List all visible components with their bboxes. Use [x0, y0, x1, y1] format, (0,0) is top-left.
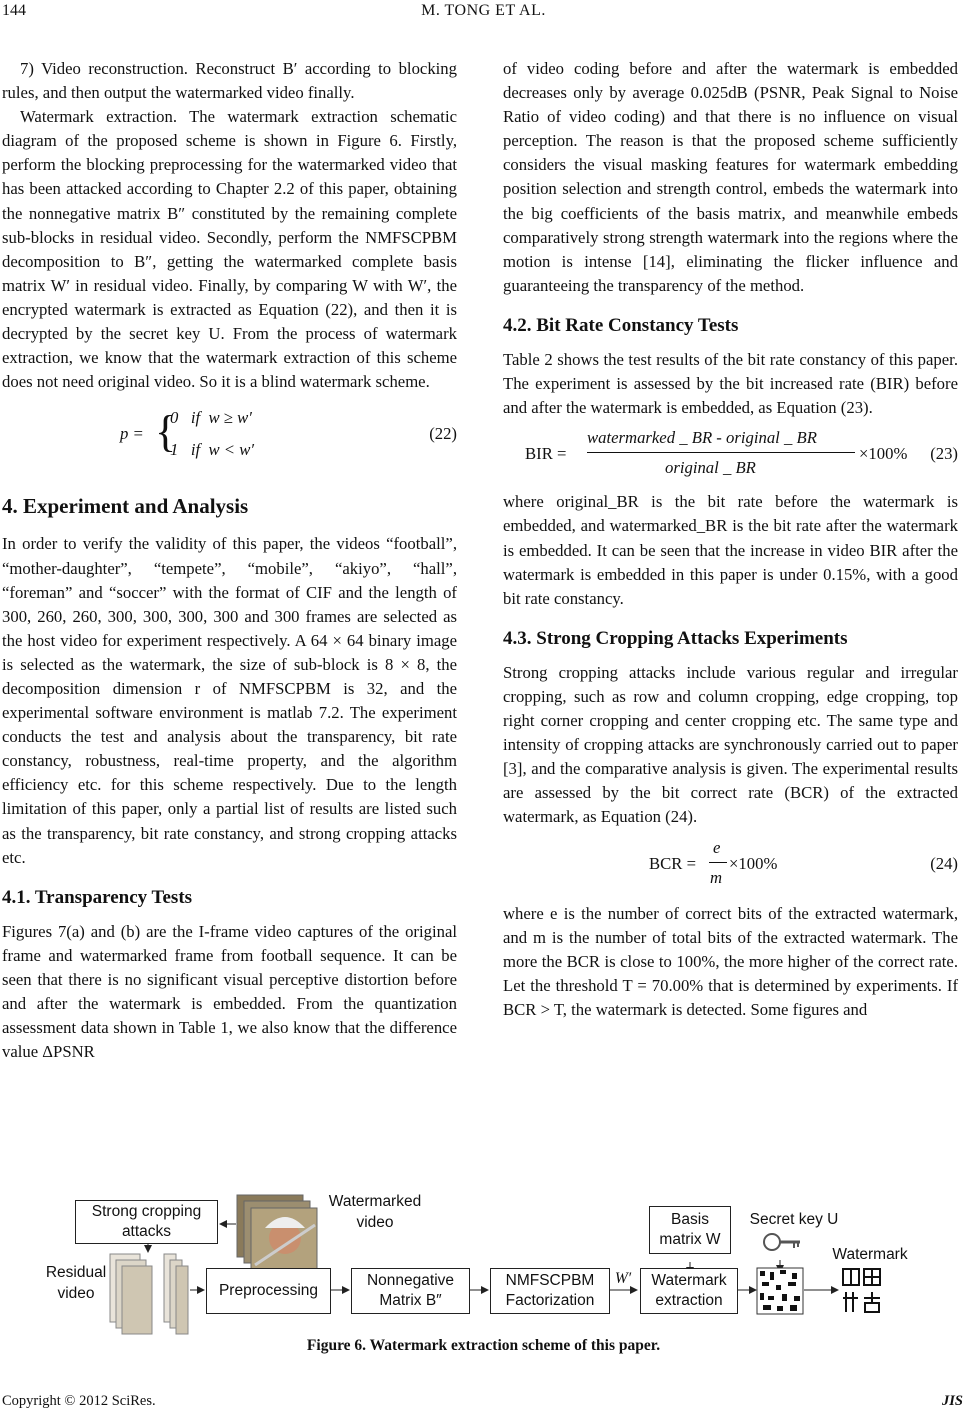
eq23-fraction-line	[587, 452, 855, 453]
paragraph-cropping: Strong cropping attacks include various regular and irregular cropping, such as row and column cropping, edge cropping, top right corner cropping and center cropping etc. The same type and intensity of cropping attacks are synchronously carried out to paper [3], and the comparative analysis is given. The experimental results are assessed by the bit correct rate (BCR) of the extracted watermark, as Equation (24).	[503, 662, 958, 827]
eq23-number: (23)	[930, 444, 958, 464]
basis-matrix-box	[649, 1206, 731, 1254]
right-column	[503, 57, 958, 1022]
eq23-lhs: BIR =	[525, 444, 567, 464]
basis-matrix-label: Basis matrix W	[659, 1211, 721, 1248]
nonnegative-matrix-box	[351, 1268, 470, 1314]
section-heading-4-3: 4.3. Strong Cropping Attacks Experiments	[503, 627, 848, 649]
equation-22	[2, 400, 457, 472]
eq23-numerator: watermarked _ BR - original _ BR	[587, 428, 817, 448]
left-column	[2, 57, 457, 1064]
eq24-factor: ×100%	[729, 853, 778, 873]
running-authors: M. TONG ET AL.	[421, 2, 546, 19]
nonnegative-matrix-label: Nonnegative Matrix B″	[366, 1272, 455, 1309]
equation-24	[503, 836, 958, 902]
watermarked-video-frames	[237, 1195, 317, 1270]
figure-6-caption: Figure 6. Watermark extraction scheme of this paper.	[306, 1337, 661, 1354]
residual-video-label: Residual video	[45, 1264, 107, 1302]
running-header	[0, 2, 967, 24]
eq23-denominator: original _ BR	[665, 458, 756, 478]
watermarked-video-label: Watermarked video	[328, 1193, 422, 1231]
eq22-case1: 0 if w ≥ w′	[170, 408, 252, 428]
eq22-case2: 1 if w < w′	[170, 440, 254, 460]
section-heading-4-1: 4.1. Transparency Tests	[2, 886, 193, 908]
eq24-lhs: BCR =	[649, 853, 696, 873]
figure-6-arrows	[0, 1010, 967, 1340]
secret-key-label: Secret key U	[749, 1211, 839, 1228]
key-icon	[764, 1234, 800, 1250]
eq24-number: (24)	[930, 853, 958, 873]
paragraph-bcr-definition: where e is the number of correct bits of the extracted watermark, and m is the number of total bits of the extracted watermark. The more the BCR is close to 100%, the more higher of the correct rate. Let the threshold T = 70.00% that is determined by experiments. If BCR > T, the watermark is detected. Some figures and	[503, 903, 958, 1019]
decrypted-watermark-image	[843, 1269, 880, 1312]
paragraph-watermark-extraction: Watermark extraction. The watermark extraction schematic diagram of the proposed scheme is shown in Figure 6. Firstly, perform the blocking preprocessing for the watermarked video that has been attacked according to Chapter 2.2 of this paper, obtaining the nonnegative matrix B″ constituted by the remaining complete sub-blocks in residual video. Secondly, perform the NMFSCPBM decomposition to B″, getting the watermarked complete basis matrix W′ in residual video. Finally, by comparing W with W′, the encrypted watermark is extracted as Equation (22), and then it is decrypted by the secret key U. From the process of watermark extraction, we know that the watermark extraction of this scheme does not need original video. So it is a blind watermark scheme.	[2, 107, 457, 392]
eq23-factor: ×100%	[859, 444, 908, 464]
copyright-text: Copyright © 2012 SciRes.	[2, 1393, 156, 1409]
eq22-brace: {	[155, 407, 177, 457]
page-footer	[2, 1393, 965, 1410]
watermark-label: Watermark	[832, 1246, 908, 1263]
paragraph-bit-rate: Table 2 shows the test results of the bit rate constancy of this paper. The experiment is assessed by the bit increased rate (BIR) before and after the watermark is embedded, as Equation (23).	[503, 350, 958, 418]
paragraph-transparency: Figures 7(a) and (b) are the I-frame video captures of the original frame and watermarked frame from football sequence. It can be seen that there is no significant visual perceptive distortion before and after the watermark is embedded. From the quantization assessment data shown in Table 1, we also know that the difference value ΔPSNR	[2, 921, 457, 1062]
eq22-lhs: p =	[120, 424, 144, 444]
strong-cropping-attacks-box	[75, 1200, 218, 1244]
strong-cropping-label: Strong cropping attacks	[91, 1203, 202, 1240]
journal-abbrev: JIS	[942, 1393, 963, 1409]
watermark-extraction-box	[640, 1268, 738, 1314]
eq24-fraction-line	[709, 862, 727, 863]
watermark-extraction-label: Watermark extraction	[651, 1272, 727, 1309]
preprocessing-label: Preprocessing	[218, 1282, 319, 1299]
section-heading-4-2: 4.2. Bit Rate Constancy Tests	[503, 314, 739, 336]
paragraph-transparency-cont: of video coding before and after the watermark is embedded decreases only by average 0.025dB (PSNR, Peak Signal to Noise Ratio of video coding) and that there is no influence on visual perception. The reason is that the proposed scheme sufficiently considers the visual masking features for watermark embedding position selection and strength control, embeds the watermark into the big coefficients of the basis matrix, and meanwhile embeds comparatively strong strength watermark into the regions where the motion is intense [14], eliminating the flicker influence and guaranteeing the transparency of the method.	[503, 59, 958, 295]
equation-23	[503, 424, 958, 490]
page-number: 144	[2, 2, 26, 19]
scrambled-watermark-image	[757, 1268, 803, 1314]
w-prime-label: W′	[614, 1270, 632, 1287]
nmfscpbm-label: NMFSCPBM Factorization	[505, 1272, 595, 1309]
preprocessing-box	[206, 1268, 331, 1314]
residual-video-frames	[110, 1254, 188, 1334]
nmfscpbm-factorization-box	[490, 1268, 610, 1314]
paragraph-experiment-setup: In order to verify the validity of this paper, the videos “football”, “mother-daughter”, “tempete”, “mobile”, “akiyo”, “hall”, “foreman” and “soccer” with the format of CIF and the length of 300, 260, 260, 300, 300, 300, 300 and 300 frames are selected as the host video for experiment respectively. A 64 × 64 binary image is selected as the watermark, the size of sub-block is 8 × 8, the decomposition dimension r of NMFSCPBM is 32, and the experimental software environment is matlab 7.2. The experiment conducts the test and analysis about the transparency, bit rate constancy, robustness, real-time property, and the algorithm efficiency etc. for this scheme respectively. Due to the length limitation of this paper, only a partial list of results are listed such as the transparency, bit rate constancy, and strong cropping attacks etc.	[2, 534, 457, 867]
paragraph-bir-definition: where original_BR is the bit rate before the watermark is embedded, and watermarked_BR is the bit rate after the watermark is embedded. It can be seen that the increase in video BIR after the watermark is embedded in this paper is under 0.15%, with a good bit rate constancy.	[503, 492, 958, 608]
eq22-number: (22)	[429, 424, 457, 444]
figure-6	[0, 1010, 967, 1340]
paragraph-video-reconstruction: 7) Video reconstruction. Reconstruct B′ according to blocking rules, and then output the watermarked video finally.	[2, 59, 457, 103]
eq24-denominator: m	[710, 867, 723, 887]
section-heading-4: 4. Experiment and Analysis	[2, 494, 249, 519]
eq24-numerator: e	[713, 837, 721, 857]
